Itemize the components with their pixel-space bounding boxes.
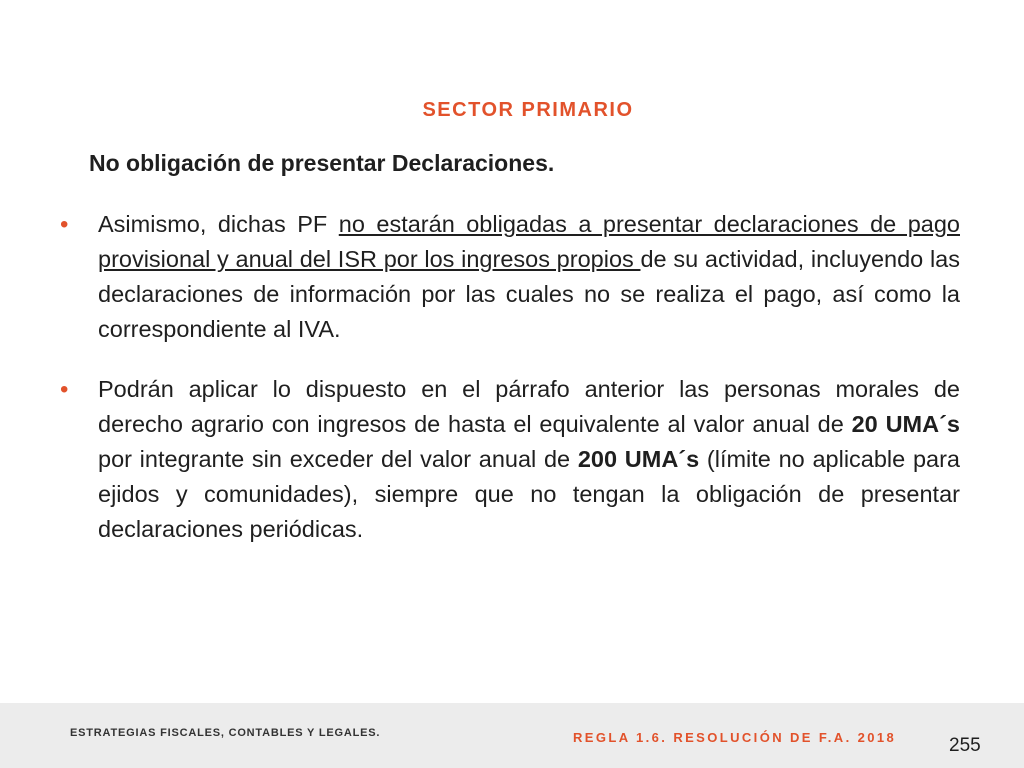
slide-subtitle: No obligación de presentar Declaraciones. [89, 150, 555, 176]
bold-text: 200 UMA´s [577, 446, 700, 472]
bold-text: 20 UMA´s [851, 411, 960, 437]
bullet-text-segment: por integrante sin exceder del valor anual de [98, 446, 578, 472]
bullet-text-segment: (límite no aplicable para ejidos y comunidades), siempre que no tengan la obligación de presentar declaraciones periódicas. [98, 446, 960, 542]
bullet-text-segment: Podrán aplicar lo dispuesto en el párrafo anterior las personas morales de derecho agrario con ingresos de hasta el equivalente al valor anual de [98, 376, 960, 437]
footer-center-text: REGLA 1.6. RESOLUCIÓN DE F.A. 2018 [573, 730, 897, 745]
bullet-dot-icon: • [60, 211, 69, 238]
bullet-text-segment: de su actividad, incluyendo las declaraciones de información por las cuales no se realiza el pago, así como la correspondiente al IVA. [98, 246, 960, 342]
section-title: SECTOR PRIMARIO [422, 99, 634, 121]
bullet-text-segment: Asimismo, dichas PF [98, 211, 339, 237]
bullet-dot-icon: • [60, 376, 69, 403]
footer-bar [0, 703, 1024, 768]
bullet-item [60, 372, 960, 547]
bullet-text [98, 207, 960, 347]
footer-left-text: ESTRATEGIAS FISCALES, CONTABLES Y LEGALES. [70, 727, 381, 739]
page-number: 255 [949, 735, 981, 756]
bullet-list [60, 207, 960, 572]
bullet-text [98, 372, 960, 547]
bullet-item [60, 207, 960, 347]
underlined-text: no estarán obligadas a presentar declaraciones de pago provisional y anual del ISR por los ingresos propios [98, 211, 960, 272]
